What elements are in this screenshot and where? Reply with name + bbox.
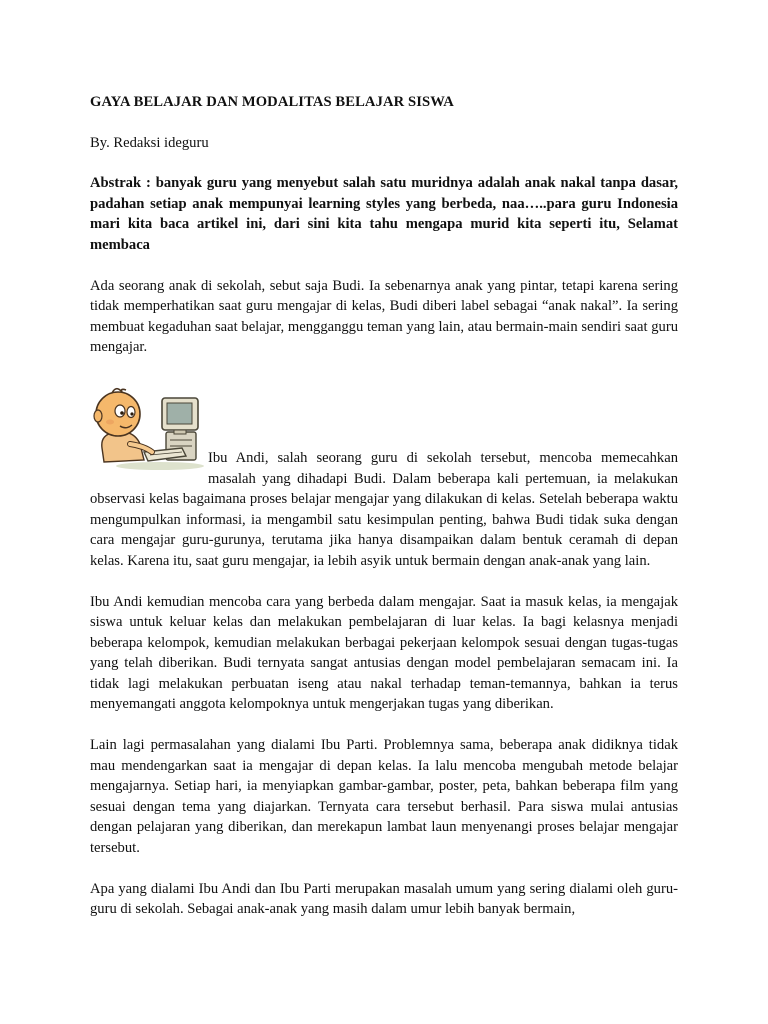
document-title: GAYA BELAJAR DAN MODALITAS BELAJAR SISWA: [90, 94, 454, 110]
paragraph-5: Apa yang dialami Ibu Andi dan Ibu Parti merupakan masalah umum yang sering dialami oleh guru-guru di sekolah. Sebagai anak-anak yang masih dalam umur lebih banyak bermain,: [90, 880, 678, 918]
illustrated-paragraph: [90, 384, 678, 572]
spacer: [90, 358, 678, 384]
paragraph-1: Ada seorang anak di sekolah, sebut saja Budi. Ia sebenarnya anak yang pintar, tetapi karena sering tidak memperhatikan saat guru mengajar di kelas, Budi diberi label sebagai “anak nakal”. Ia sering membuat kegaduhan saat belajar, mengganggu teman yang lain, atau bermain-main sendiri saat guru mengajar.: [90, 277, 678, 356]
paragraph-2: Ibu Andi, salah seorang guru di sekolah tersebut, mencoba memecahkan masalah yang dihadapi Budi. Dalam beberapa kali pertemuan, ia melakukan observasi kelas bagaimana proses belajar mengajar yang dilakukan di kelas. Setelah beberapa waktu mengumpulkan informasi, ia mengambil satu kesimpulan penting, bahwa Budi tidak suka dengan cara mengajar guru-gurunya, terutama jika hanya disampaikan dalam bentuk ceramah di depan kelas. Karena itu, saat guru mengajar, ia lebih asyik untuk bermain dengan anak-anak yang lain.: [90, 449, 678, 569]
paragraph-3: Ibu Andi kemudian mencoba cara yang berbeda dalam mengajar. Saat ia masuk kelas, ia mengajak siswa untuk keluar kelas dan melakukan pembelajaran di luar kelas. Ia bagi kelasnya menjadi beberapa kelompok, kemudian melakukan berbagai pekerjaan kelompok sesuai dengan tugas-tugas yang telah diberikan. Budi ternyata sangat antusias dengan model pembelajaran semacam ini. Ia tidak lagi melakukan perbuatan iseng atau nakal terhadap teman-temannya, bahkan ia terus menyemangati anggota kelompoknya untuk mengerjakan tugas yang diberikan.: [90, 593, 678, 713]
document-page: [90, 92, 678, 920]
paragraph-4: Lain lagi permasalahan yang dialami Ibu Parti. Problemnya sama, beberapa anak didiknya tidak mau mendengarkan saat ia mengajar di depan kelas. Ia lalu mencoba mengubah metode belajar mengajarnya. Setiap hari, ia menyiapkan gambar-gambar, poster, peta, bahkan beberapa film yang sesuai dengan tema yang diajarkan. Ternyata cara tersebut berhasil. Para siswa mulai antusias dengan pelajaran yang diberikan, dan merekapun lambat laun menyenangi proses belajar mengajar tersebut.: [90, 737, 678, 857]
document-byline: By. Redaksi ideguru: [90, 134, 209, 151]
child-computer-illustration: [90, 386, 206, 470]
document-abstract: Abstrak : banyak guru yang menyebut salah satu muridnya adalah anak nakal tanpa dasar, padahan setiap anak mempunyai learning styles yang berbeda, naa…..para guru Indonesia mari kita baca artikel ini, dari sini kita tahu mengapa murid kita seperti itu, Selamat membaca: [90, 175, 678, 253]
cartoon-child-at-computer-icon: [90, 386, 206, 470]
